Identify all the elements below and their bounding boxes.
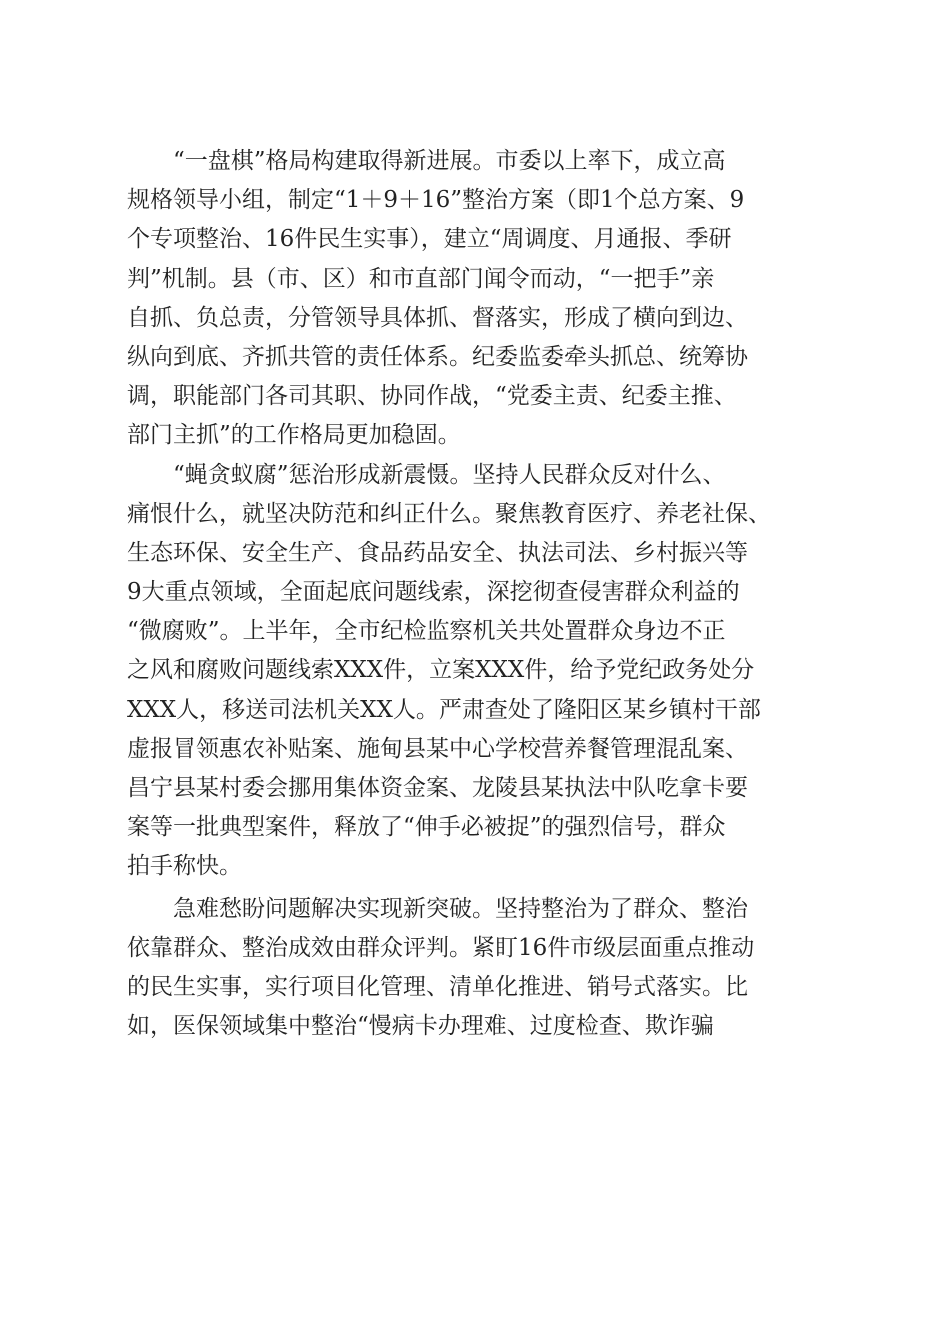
paragraph-corruption-punishment bbox=[127, 456, 823, 887]
text-line: “微腐败”。上半年，全市纪检监察机关共处置群众身边不正 bbox=[127, 618, 726, 645]
text-line: 如，医保领域集中整治“慢病卡办理难、过度检查、欺诈骗 bbox=[127, 1013, 714, 1040]
text-line: 昌宁县某村委会挪用集体资金案、龙陵县某执法中队吃拿卡要 bbox=[127, 775, 748, 801]
text-line: 判”机制。县（市、区）和市直部门闻令而动，“一把手”亲 bbox=[127, 265, 715, 292]
text-line: 个专项整治、16件民生实事），建立“周调度、月通报、季研 bbox=[127, 226, 732, 253]
text-line: 虚报冒领惠农补贴案、施甸县某中心学校营养餐管理混乱案、 bbox=[127, 735, 748, 762]
text-line: XXX人，移送司法机关XX人。严肃查处了隆阳区某乡镇村干部 bbox=[127, 696, 761, 723]
text-line: 拍手称快。 bbox=[127, 853, 242, 880]
text-line: “蝇贪蚁腐”惩治形成新震慑。坚持人民群众反对什么、 bbox=[127, 461, 726, 488]
text-line: 自抓、负总责，分管领导具体抓、督落实，形成了横向到边、 bbox=[127, 304, 748, 331]
text-line: 规格领导小组，制定“1＋9＋16”整治方案（即1个总方案、9 bbox=[127, 187, 745, 214]
text-line: 案等一批典型案件，释放了“伸手必被捉”的强烈信号，群众 bbox=[127, 814, 726, 841]
paragraph-urgent-issues bbox=[127, 890, 823, 1047]
paragraph-coordination bbox=[127, 142, 823, 456]
text-line: 9大重点领域，全面起底问题线索，深挖彻查侵害群众利益的 bbox=[127, 579, 740, 606]
text-line: 痛恨什么，就坚决防范和纠正什么。聚焦教育医疗、养老社保、 bbox=[127, 500, 771, 527]
text-line: 之风和腐败问题线索XXX件，立案XXX件，给予党纪政务处分 bbox=[127, 657, 755, 684]
text-line: 依靠群众、整治成效由群众评判。紧盯16件市级层面重点推动 bbox=[127, 934, 755, 961]
document-body bbox=[127, 142, 823, 1046]
text-line: 的民生实事，实行项目化管理、清单化推进、销号式落实。比 bbox=[127, 973, 748, 1000]
text-line: 部门主抓”的工作格局更加稳固。 bbox=[127, 422, 461, 449]
text-line: 调，职能部门各司其职、协同作战，“党委主责、纪委主推、 bbox=[127, 383, 737, 410]
text-line: 急难愁盼问题解决实现新突破。坚持整治为了群众、整治 bbox=[127, 895, 748, 922]
text-line: 生态环保、安全生产、食品药品安全、执法司法、乡村振兴等 bbox=[127, 539, 748, 566]
text-line: 纵向到底、齐抓共管的责任体系。纪委监委牵头抓总、统筹协 bbox=[127, 343, 748, 370]
text-line: “一盘棋”格局构建取得新进展。市委以上率下，成立高 bbox=[127, 148, 726, 174]
